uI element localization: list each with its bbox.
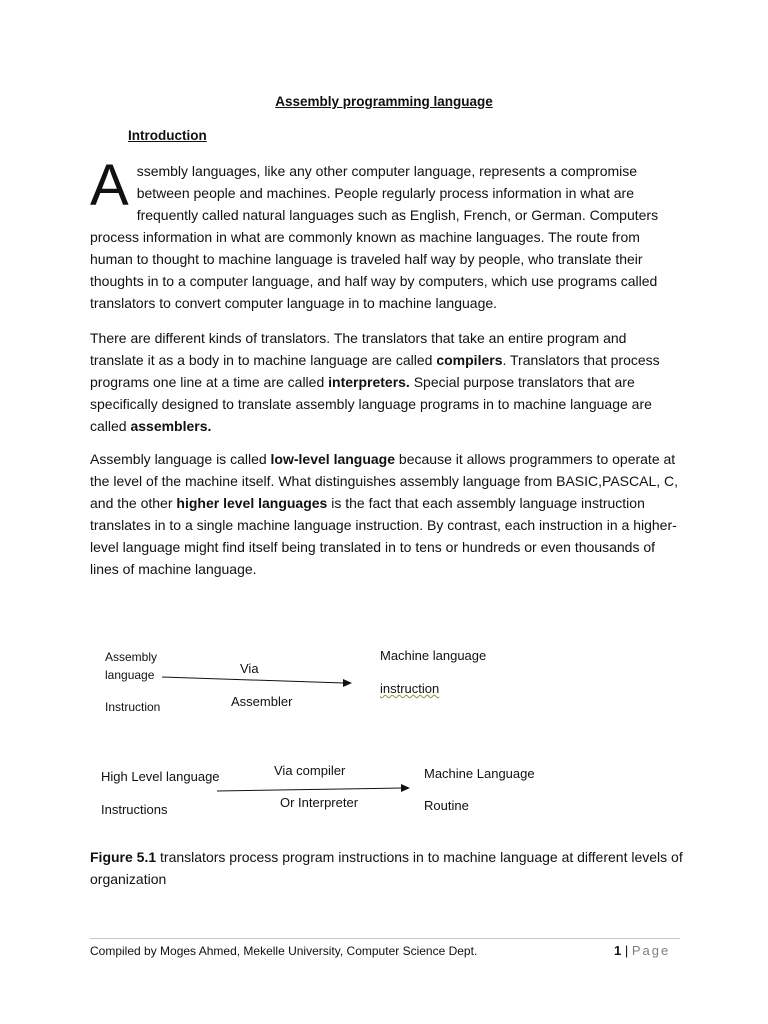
text-run: is the fact that each assembly language instruction translates in to a single machine language instruction. By contrast, each instruction in a higher-level language might find itself being translated in to tens or hundreds or even thousands of lines of machine language. <box>90 495 677 577</box>
footer-credit: Compiled by Moges Ahmed, Mekelle University, Computer Science Dept. <box>90 944 478 958</box>
page-separator: | <box>621 943 632 958</box>
document-title: Assembly programming language <box>275 94 493 109</box>
text-run: . Translators that process programs one line at a time are called <box>90 352 660 390</box>
d1-target-line1: Machine language <box>380 648 487 663</box>
figure-label: Figure 5.1 <box>90 849 157 865</box>
d1-target-line2: instruction <box>380 681 440 696</box>
term-interpreters: interpreters. <box>328 374 410 390</box>
d1-source-line1: Assembly <box>105 650 158 664</box>
text-run: Special purpose translators that are specifically designed to translate assembly language programs in to machine language are called <box>90 374 652 434</box>
d2-tool-label: Or Interpreter <box>280 795 359 810</box>
paragraph-translators <box>90 327 680 437</box>
paragraph-low-level <box>90 448 680 580</box>
d1-source-line2: language <box>105 668 155 682</box>
term-higher-level-languages: higher level languages <box>176 495 328 511</box>
page-word: Page <box>631 943 671 958</box>
term-compilers: compilers <box>436 352 503 368</box>
d1-arrow <box>160 672 355 690</box>
page-number: 1 <box>614 943 622 958</box>
drop-cap: A <box>90 153 129 218</box>
d2-arrow <box>215 780 413 796</box>
term-assemblers: assemblers. <box>130 418 212 434</box>
d1-source-line3: Instruction <box>105 700 161 714</box>
section-heading: Introduction <box>128 128 207 143</box>
text-run: There are different kinds of translators. The translators that take an entire program and translate it as a body in to machine language are called <box>90 330 627 368</box>
d2-source-line2: Instructions <box>101 802 168 817</box>
paragraph-intro-text: ssembly languages, like any other computer language, represents a compromise between people and machines. People regularly process information in what are frequently called natural languages such as English, French, or German. Computers process information in what are commonly known as machine languages. The route from human to thought to machine language is traveled half way by people, who translate their thoughts in to a computer language, and half way by computers, which use programs called translators to convert computer language in to machine language. <box>90 163 659 311</box>
text-run: Assembly language is called <box>90 451 271 467</box>
d1-tool-label: Assembler <box>231 694 293 709</box>
paragraph-intro <box>90 153 680 314</box>
d2-via-label: Via compiler <box>274 763 346 778</box>
figure-caption-text: translators process program instructions in to machine language at different levels of organization <box>90 849 683 887</box>
text-run: because it allows programmers to operate at the level of the machine itself. What distinguishes assembly language from BASIC,PASCAL, C, and the other <box>90 451 679 511</box>
footer-divider <box>90 938 680 939</box>
page-number-label <box>614 943 670 958</box>
figure-caption <box>90 846 690 890</box>
d2-source-line1: High Level language <box>101 769 220 784</box>
d2-target-line1: Machine Language <box>424 766 535 781</box>
d2-target-line2: Routine <box>424 798 469 813</box>
term-low-level-language: low-level language <box>270 451 396 467</box>
d1-via-label: Via <box>240 661 259 676</box>
